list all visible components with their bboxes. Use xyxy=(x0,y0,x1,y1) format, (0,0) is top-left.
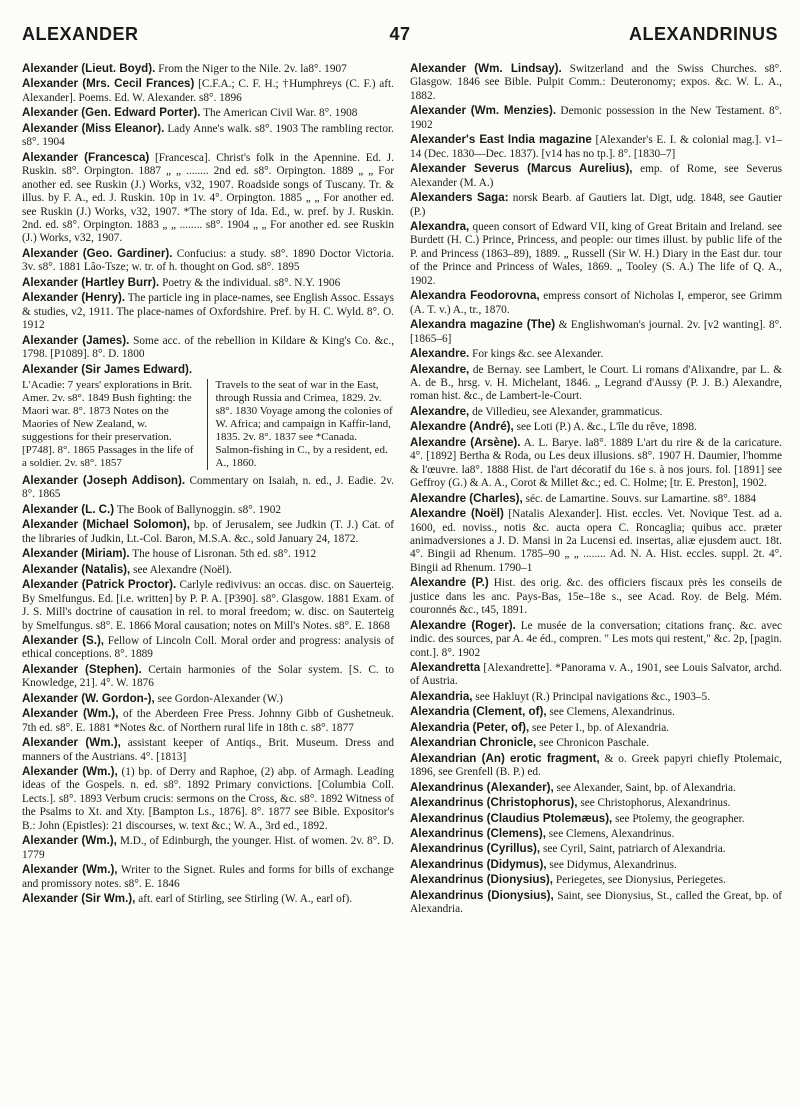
entry-body: Saint, see Dionysius, St., called the Great, bp. of Alexandria. xyxy=(410,889,782,916)
catalogue-entry xyxy=(410,721,782,735)
entry-body: Poetry & the individual. s8°. N.Y. 1906 xyxy=(162,276,341,289)
entry-body: see Ptolemy, the geographer. xyxy=(615,812,745,825)
works-column-right: Travels to the seat of war in the East, through Russia and Crimea, 1829. 2v. s8°. 1830 Voyage among the colonies of W. Africa; and campaign in Kaffir-land, 1835. 2v. 8°. 1837 see *Canada. Salmon-fishing in C., by a resident, ed. A., 1860. xyxy=(215,378,393,469)
running-header xyxy=(22,24,778,50)
works-column-left: L'Acadie: 7 years' explorations in Brit. Amer. 2v. s8°. 1849 Bush fighting: the Maori war. 8°. 1873 Notes on the Maories of New Zealand, w. suggestions for their preservation. [P748]. 8°. 1865 Passages in the life of a soldier. 2v. s8°. 1857 xyxy=(22,379,208,470)
entry-body: The particle ing in place-names, see English Assoc. Essays & studies, v2, 1911. The place-names of Oxfordshire. Pref. by H. C. Wyld. 8°. O. 1912 xyxy=(22,292,395,332)
catalogue-entry xyxy=(410,827,782,841)
entry-body: see Clemens, Alexandrinus. xyxy=(549,706,675,719)
catalogue-entry xyxy=(410,842,782,856)
entry-body: [Francesca]. Christ's folk in the Apennine. Ed. J. Ruskin. s8°. Orpington. 1887 „ „ ........ 2nd ed. s8°. Orpington. 1889 „ „ For another ed. see Ruskin (J.) Works, v32, 1907. Roadside songs of Tuscany. Tr. & illus. by F. A., ed. J. Ruskin. 10p in 1v. 4°. Orpington. 1885 „ „ For another ed. see Ruskin (J.) Works, v32, 1907. *The story of Ida. Ed., w. pref. by J. Ruskin. 2nd. ed. s8°. Orpington. 1883 „ „ ........ s8°. 1904 „ „ For another ed. see Ruskin (J.) Works, v32, 1907. xyxy=(22,151,395,245)
catalogue-entry xyxy=(22,892,394,906)
entry-body: de Bernay. see Lambert, le Court. Li romans d'Alixandre, par L. & A. de B., hrsg. v. H. Michelant, 1846. „ Legrand d'Aussy (P. J. B.) Alexandre, roman hist. &c., de Lambert-le-Court. xyxy=(410,363,783,403)
entry-heading: Alexander (Wm.), xyxy=(22,765,118,779)
entry-heading: Alexandre (Noël) xyxy=(410,507,504,521)
catalogue-entry xyxy=(410,889,782,917)
catalogue-entry xyxy=(410,420,782,434)
entry-body: [Alexander's E. I. & colonial mag.]. v1–14 (Dec. 1830—Dec. 1837). [v14 has no tp.]. 8°. [1830–7] xyxy=(410,134,783,160)
catalogue-entry xyxy=(410,796,782,810)
catalogue-entry xyxy=(410,858,782,872)
entry-heading: Alexandre (Arsène). xyxy=(410,435,521,449)
entry-body: norsk Bearb. af Gautiers lat. Digt, udg. 1848, see Gautier (P.) xyxy=(410,192,782,218)
entry-heading: Alexander (Mrs. Cecil Frances) xyxy=(22,77,195,91)
catalogue-entry xyxy=(22,122,394,150)
catalogue-entry xyxy=(410,289,782,317)
entry-heading: Alexandre (Charles), xyxy=(410,491,523,505)
entry-body: M.D., of Edinburgh, the younger. Hist. of women. 2v. 8°. D. 1779 xyxy=(22,835,394,861)
entry-body: assistant keeper of Antiqs., Brit. Museum. Dress and manners of the Austrians. 4°. [1813] xyxy=(22,737,394,763)
entry-heading: Alexander (Sir James Edward). xyxy=(22,362,193,376)
entry-body: [C.F.A.; C. F. H.; †Humphreys (C. F.) aft. Alexander]. Poems. Ed. W. Alexander. s8°. 1896 xyxy=(22,78,394,104)
entry-body: Writer to the Signet. Rules and forms for bills of exchange and promissory notes. s8°. E. 1846 xyxy=(22,864,395,890)
entry-heading: Alexander (Michael Solomon), xyxy=(22,518,190,532)
entry-heading: Alexandrinus (Christophorus), xyxy=(410,796,578,810)
catalogue-entry xyxy=(410,191,782,219)
entry-heading: Alexandre, xyxy=(410,404,470,418)
catalogue-entry xyxy=(22,692,394,706)
catalogue-entry xyxy=(410,133,782,161)
entry-body: The Book of Ballynoggin. s8°. 1902 xyxy=(116,503,281,516)
entry-heading: Alexandrinus (Cyrillus), xyxy=(410,842,541,856)
entry-heading: Alexander (Stephen). xyxy=(22,662,142,676)
entry-heading: Alexandria (Peter, of), xyxy=(410,720,530,734)
entry-heading: Alexander (Joseph Addison). xyxy=(22,473,186,487)
catalogue-entry xyxy=(410,661,782,689)
entry-body: aft. earl of Stirling, see Stirling (W. A., earl of). xyxy=(138,893,353,906)
entry-body: Periegetes, see Dionysius, Periegetes. xyxy=(555,874,726,887)
entry-heading: Alexander (Patrick Proctor). xyxy=(22,578,177,592)
entry-body: bp. of Jerusalem, see Judkin (T. J.) Cat. of the libraries of Judkin, Lt.-Col. Baron, M.S.A. &c., sold January 24, 1872. xyxy=(22,519,395,545)
entry-heading: Alexandrian Chronicle, xyxy=(410,736,537,750)
right-column xyxy=(410,62,782,918)
catalogue-entry xyxy=(22,291,394,332)
catalogue-entry xyxy=(22,276,394,290)
entry-heading: Alexandre, xyxy=(410,362,470,376)
entry-body: see Alexandre (Noël). xyxy=(133,563,232,576)
catalogue-entry xyxy=(410,736,782,750)
entry-heading: Alexandre (Roger). xyxy=(410,618,516,632)
entry-heading: Alexander (Miss Eleanor). xyxy=(22,121,165,135)
entry-heading: Alexander (Natalis), xyxy=(22,562,131,576)
page-number: 47 xyxy=(389,24,411,44)
catalogue-entry xyxy=(410,705,782,719)
catalogue-entry xyxy=(410,347,782,361)
entry-body: queen consort of Edward VII, king of Great Britain and Ireland. see Burdett (H. C.) Prince, Princess, and people: our times illust. by public life of the P. and Princess (1863–89), 1889. „ Russell (Sir W. H.) Diary in the East dur. tour of the Prince and Princess of Wales, 1869. „ Tooley (S. A.) The life of Q. A., 1902. xyxy=(410,220,782,287)
entry-body: see Christophorus, Alexandrinus. xyxy=(580,797,731,810)
catalogue-entry xyxy=(410,781,782,795)
entry-heading: Alexander (W. Gordon-), xyxy=(22,691,155,705)
entry-body: Le musée de la conversation; citations franç. &c. avec indic. des sources, par A. 4e éd., compren. " Les mots qui restent," &c. 2p, [pagin. cont.]. 8°. 1902 xyxy=(410,619,782,659)
entry-body: Switzerland and the Swiss Churches. s8°. Glasgow. 1846 see Bible. Pulpit Comm.: Deuteronomy; expos. &c. W. L. A., 1882. xyxy=(410,63,782,102)
entry-body: Hist. des orig. &c. des officiers fiscaux près les conseils de justice dans les anc. Pays-Bas, 15e–18e s., see Acad. Roy. de Belg. Mém. couronnés &c., t45, 1891. xyxy=(410,577,783,617)
catalogue-entry xyxy=(22,707,394,735)
catalogue-entry xyxy=(22,863,394,891)
entry-heading: Alexander (S.), xyxy=(22,633,105,647)
catalogue-entry xyxy=(22,106,394,120)
catalogue-entry xyxy=(22,62,394,76)
james-edward-works xyxy=(22,379,394,470)
catalogue-entry xyxy=(22,334,394,362)
entry-heading: Alexander (Wm.), xyxy=(22,834,117,848)
entry-body: Commentary on Isaiah, n. ed., J. Eadie. 2v. 8°. 1865 xyxy=(22,474,395,501)
entry-heading: Alexander (Wm. Menzies). xyxy=(410,104,557,118)
entry-body: Certain harmonies of the Solar system. [S. C. to Knowledge, 21]. 4°. W. 1876 xyxy=(22,663,394,690)
entry-body: (1) bp. of Derry and Raphoe, (2) abp. of Armagh. Leading ideas of the Gospels. n. ed. s8°. 1892 Primary convictions. [Columbia Coll. Lects.]. s8°. 1893 Verbum crucis: sermons on the Cross, &c. s8°. 1892 Witness of the Psalms to Xt. and Xty. [Bampton Ls., 1876]. 8°. 1877 see Bible. Expositor's B.: John (Epistles): 21 discourses, w. text &c.; W. A., 3rd ed., 1892. xyxy=(22,766,395,832)
entry-heading: Alexander (L. C.) xyxy=(22,502,115,516)
catalogue-entry xyxy=(410,220,782,288)
entry-body: see Didymus, Alexandrinus. xyxy=(549,858,677,871)
entry-body: see Loti (P.) A. &c., L'île du rêve, 1898. xyxy=(516,421,697,434)
catalogue-entry xyxy=(22,77,394,105)
catalogue-entry xyxy=(410,62,782,103)
catalogue-entry xyxy=(410,405,782,419)
entry-body: [Natalis Alexander]. Hist. eccles. Vet. Novique Test. ad a. 1600, ed. noviss., notis &c. aucta opera C. Roncaglia; quibus acc. præter animadversiones a J. D. Mansi in 2a Lucensi ed. insertas, aliæ ejusdem auct. 18t. 4°. Bingii ad Rhenum. 1785–90 „ „ ........ Ad. N. A. Hist. eccles. suppl. 2t. 4°. Bingii ad Rhenum. 1790–1 xyxy=(410,508,782,574)
entry-body: For kings &c. see Alexander. xyxy=(472,348,604,361)
entry-heading: Alexandra, xyxy=(410,219,470,233)
catalogue-entry xyxy=(410,507,782,575)
entry-heading: Alexander (Wm.), xyxy=(22,707,119,721)
catalogue-entry xyxy=(22,634,394,662)
entry-body: see Chronicon Paschale. xyxy=(539,737,650,750)
entry-heading: Alexandrinus (Clemens), xyxy=(410,827,546,841)
entry-body: see Gordon-Alexander (W.) xyxy=(157,692,283,705)
catalogue-entry xyxy=(410,363,782,404)
entry-heading: Alexander (Wm.), xyxy=(22,736,121,750)
entry-heading: Alexander (Sir Wm.), xyxy=(22,892,136,906)
catalogue-entry xyxy=(22,547,394,561)
entry-body: see Peter I., bp. of Alexandria. xyxy=(532,721,670,734)
entry-heading: Alexander Severus (Marcus Aurelius), xyxy=(410,162,633,176)
entry-heading: Alexander (Hartley Burr). xyxy=(22,275,160,289)
catalogue-entry xyxy=(410,436,782,491)
entry-body: From the Niger to the Nile. 2v. la8°. 1907 xyxy=(158,63,347,75)
catalogue-entry xyxy=(22,563,394,577)
catalogue-entry xyxy=(410,162,782,190)
entry-heading: Alexander (Henry). xyxy=(22,291,126,305)
entry-body: Some acc. of the rebellion in Kildare & King's Co. &c., 1798. [P1089]. 8°. D. 1800 xyxy=(22,334,395,361)
entry-body: & Englishwoman's journal. 2v. [v2 wanting]. 8°. [1865–6] xyxy=(410,319,782,345)
entry-body: see Cyril, Saint, patriarch of Alexandria. xyxy=(542,843,726,856)
entry-heading: Alexandrinus (Dionysius), xyxy=(410,873,554,887)
entry-heading: Alexandrian (An) erotic fragment, xyxy=(410,751,600,765)
entry-body: [Alexandrette]. *Panorama v. A., 1901, see Louis Salvator, archd. of Austria. xyxy=(410,662,782,688)
entry-body: of the Aberdeen Free Press. Johnny Gibb of Gushetneuk. 7th ed. s8°. E. 1881 *Notes &c. of Northern rural life in 18th c. s8°. 1877 xyxy=(22,708,394,734)
entry-heading: Alexander (Geo. Gardiner). xyxy=(22,246,173,260)
entry-heading: Alexandra Feodorovna, xyxy=(410,289,540,303)
entry-heading: Alexandre. xyxy=(410,347,470,361)
entry-heading: Alexandrinus (Alexander), xyxy=(410,780,554,794)
entry-body: séc. de Lamartine. Souvs. sur Lamartine. s8°. 1884 xyxy=(525,492,756,505)
entry-body: & o. Greek papyri chiefly Ptolemaic, 1896, see Grenfell (B. P.) ed. xyxy=(410,752,782,779)
entry-body: empress consort of Nicholas I, emperor, see Grimm (A. T. v.) A., tr., 1870. xyxy=(410,290,782,316)
catalogue-entry xyxy=(410,318,782,346)
catalogue-entry xyxy=(22,247,394,275)
catalogue-entry xyxy=(22,578,394,633)
catalogue-entry xyxy=(22,663,394,691)
entry-body: see Alexander, Saint, bp. of Alexandria. xyxy=(556,781,736,794)
entry-body: Fellow of Lincoln Coll. Moral order and progress: analysis of ethical conceptions. 8°. 1889 xyxy=(22,634,394,661)
entry-heading: Alexandrinus (Didymus), xyxy=(410,857,547,871)
catalogue-entry xyxy=(22,736,394,764)
entry-body: Confucius: a study. s8°. 1890 Doctor Victoria. 3v. s8°. 1881 Lâo-Tsze; w. tr. of h. thought on God. s8°. 1895 xyxy=(22,247,394,274)
entry-heading: Alexander (Gen. Edward Porter). xyxy=(22,106,201,120)
entry-heading: Alexandrinus (Claudius Ptolemæus), xyxy=(410,811,613,825)
entry-heading: Alexanders Saga: xyxy=(410,191,509,205)
entry-body: see Hakluyt (R.) Principal navigations &c., 1903–5. xyxy=(475,690,711,703)
catalogue-entry xyxy=(22,151,394,246)
catalogue-entry xyxy=(410,576,782,617)
catalogue-entry xyxy=(410,619,782,660)
entry-body: Lady Anne's walk. s8°. 1903 The rambling rector. s8°. 1904 xyxy=(22,122,395,149)
entry-heading: Alexander (James). xyxy=(22,333,130,347)
entry-heading: Alexandre (P.) xyxy=(410,576,489,590)
header-left: ALEXANDER xyxy=(22,24,139,44)
entry-heading: Alexandretta xyxy=(410,661,481,675)
entry-body: emp. of Rome, see Severus Alexander (M. A.) xyxy=(410,163,782,189)
entry-body: The house of Lisronan. 5th ed. s8°. 1912 xyxy=(132,548,317,561)
catalogue-entry xyxy=(410,873,782,887)
entry-heading: Alexander's East India magazine xyxy=(410,133,592,147)
entry-body: Demonic possession in the New Testament. 8°. 1902 xyxy=(410,105,782,131)
catalogue-entry xyxy=(22,834,394,862)
entry-heading: Alexander (Francesca) xyxy=(22,150,150,164)
entry-heading: Alexandrinus (Dionysius), xyxy=(410,888,554,902)
catalogue-entry xyxy=(410,690,782,704)
entry-heading: Alexander (Wm.), xyxy=(22,863,118,877)
entry-heading: Alexandria, xyxy=(410,689,473,703)
entry-body: see Clemens, Alexandrinus. xyxy=(548,828,675,841)
catalogue-entry xyxy=(22,363,394,377)
left-column xyxy=(22,62,394,908)
entry-heading: Alexandre (André), xyxy=(410,420,514,434)
catalogue-entry xyxy=(22,503,394,517)
catalogue-entry xyxy=(22,474,394,502)
entry-heading: Alexandra magazine (The) xyxy=(410,318,556,332)
catalogue-entry xyxy=(410,752,782,780)
entry-heading: Alexandria (Clement, of), xyxy=(410,705,547,719)
entry-body: de Villedieu, see Alexander, grammaticus. xyxy=(472,405,663,418)
catalogue-entry xyxy=(410,104,782,132)
catalogue-entry xyxy=(410,812,782,826)
entry-heading: Alexander (Miriam). xyxy=(22,547,130,561)
entry-heading: Alexander (Wm. Lindsay). xyxy=(410,62,562,75)
entry-heading: Alexander (Lieut. Boyd). xyxy=(22,62,156,75)
catalogue-entry xyxy=(410,492,782,506)
entry-body: Carlyle redivivus: an occas. disc. on Sauerteig. By Smelfungus. Ed. [i.e. written] by P. P. A. [P390]. s8°. Glasgow. 1881 Exam. of J. S. Mill's doctrine of causation in rel. to moral freedom; w. disc. on Sauterteig by Smelfungus. s8°. E. 1866 Moral causation; notes on Mill's Notes. s8°. E. 1868 xyxy=(22,579,394,632)
entry-body: A. L. Barye. la8°. 1889 L'art du rire & de la caricature. 4°. [1892] Bertha & Roda, ou Les deux illusions. s8°. 1907 H. Daumier, l'homme & l'œuvre. la8°. 1888 Hist. de l'art décoratif du 16e s. à nos jours. fol. [1891] see Geffroy (G.) & A. A., Corot & Millet &c.; ed. C. Holme; [tr. E. Preston], 1902. xyxy=(410,436,782,490)
catalogue-entry xyxy=(22,765,394,833)
catalogue-entry xyxy=(22,518,394,546)
header-right: ALEXANDRINUS xyxy=(628,24,778,44)
entry-body: The American Civil War. 8°. 1908 xyxy=(203,107,358,120)
